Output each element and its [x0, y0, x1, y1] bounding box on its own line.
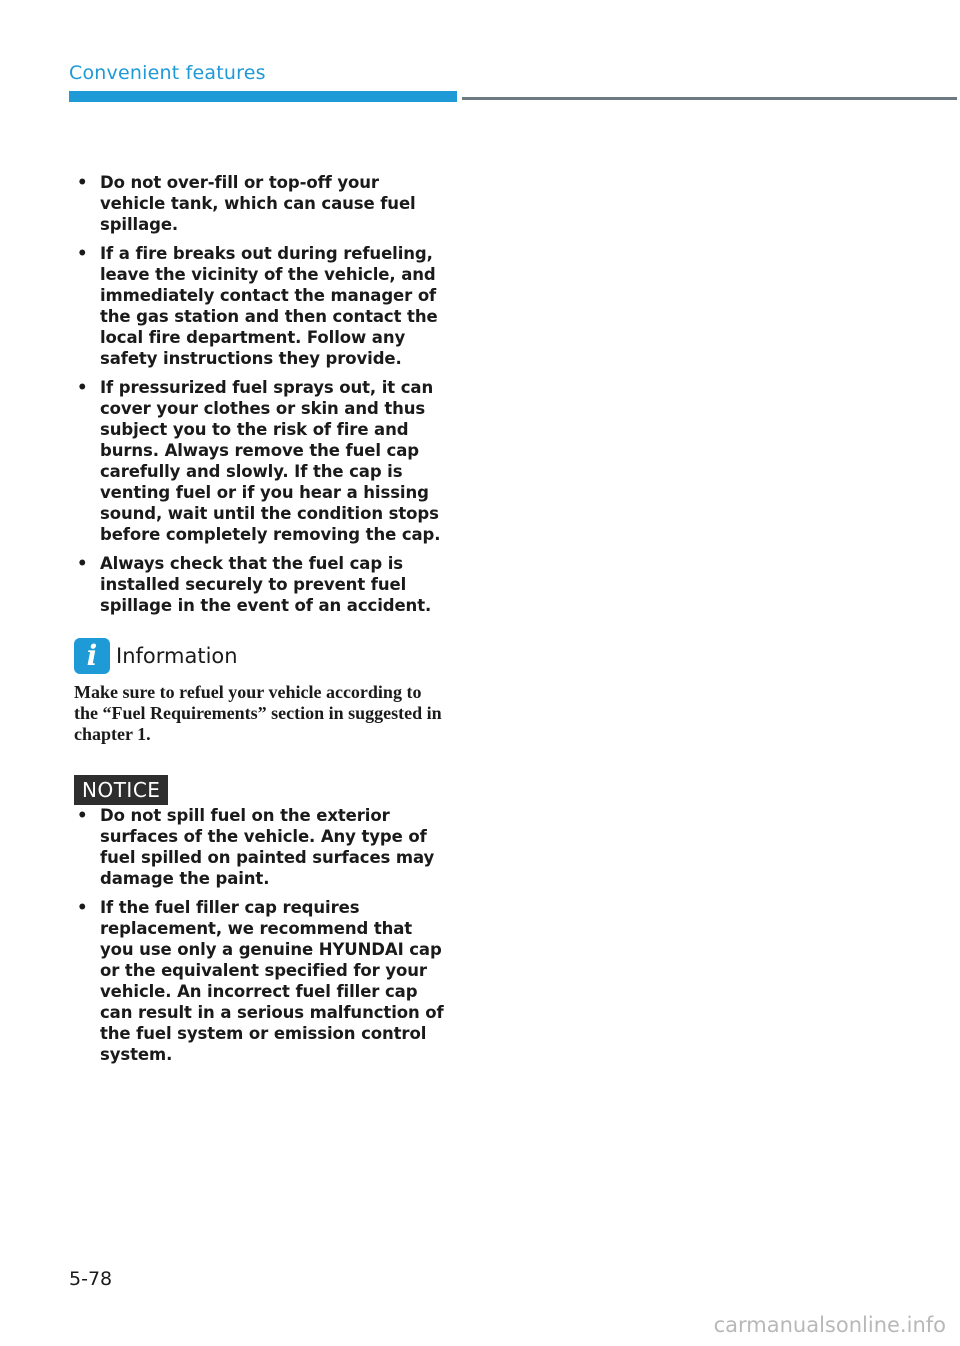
header-rule	[462, 97, 957, 100]
header-accent-bar	[69, 91, 457, 102]
bullet-icon: •	[77, 806, 88, 825]
page-number: 5-78	[69, 1268, 113, 1290]
information-title: Information	[116, 644, 238, 668]
list-item	[74, 377, 444, 545]
warning-list	[74, 172, 444, 616]
bullet-icon: •	[77, 173, 88, 192]
information-body: Make sure to refuel your vehicle according to the “Fuel Requirements” section in suggested in chapter 1.	[74, 682, 442, 744]
list-item-text: Always check that the fuel cap is installed securely to prevent fuel spillage in the event of an accident.	[100, 554, 432, 615]
bullet-icon: •	[77, 898, 88, 917]
info-icon: i	[74, 638, 110, 674]
list-item	[74, 172, 444, 235]
list-item	[74, 243, 444, 369]
bullet-icon: •	[77, 554, 88, 573]
notice-label: NOTICE	[74, 775, 168, 805]
notice-list	[74, 805, 444, 1065]
list-item-text: If pressurized fuel sprays out, it can cover your clothes or skin and thus subject you to the risk of fire and burns. Always remove the fuel cap carefully and slowly. If the cap is venting fuel or if you hear a hissing sound, wait until the condition stops before completely removing the cap.	[100, 378, 441, 544]
list-item-text: If the fuel filler cap requires replacement, we recommend that you use only a genuine HYUNDAI cap or the equivalent specified for your vehicle. An incorrect fuel filler cap can result in a serious malfunction of the fuel system or emission control system.	[100, 898, 444, 1064]
list-item-text: Do not spill fuel on the exterior surfaces of the vehicle. Any type of fuel spilled on painted surfaces may damage the paint.	[100, 806, 435, 888]
watermark: carmanualsonline.info	[713, 1313, 946, 1337]
list-item-text: If a fire breaks out during refueling, leave the vicinity of the vehicle, and immediately contact the manager of the gas station and then contact the local fire department. Follow any safety instructions they provide.	[100, 244, 438, 368]
bullet-icon: •	[77, 378, 88, 397]
main-content	[74, 172, 444, 1073]
section-title: Convenient features	[69, 62, 266, 84]
list-item	[74, 805, 444, 889]
list-item	[74, 897, 444, 1065]
list-item	[74, 553, 444, 616]
list-item-text: Do not over-fill or top-off your vehicle tank, which can cause fuel spillage.	[100, 173, 416, 234]
information-heading	[74, 638, 444, 674]
bullet-icon: •	[77, 244, 88, 263]
